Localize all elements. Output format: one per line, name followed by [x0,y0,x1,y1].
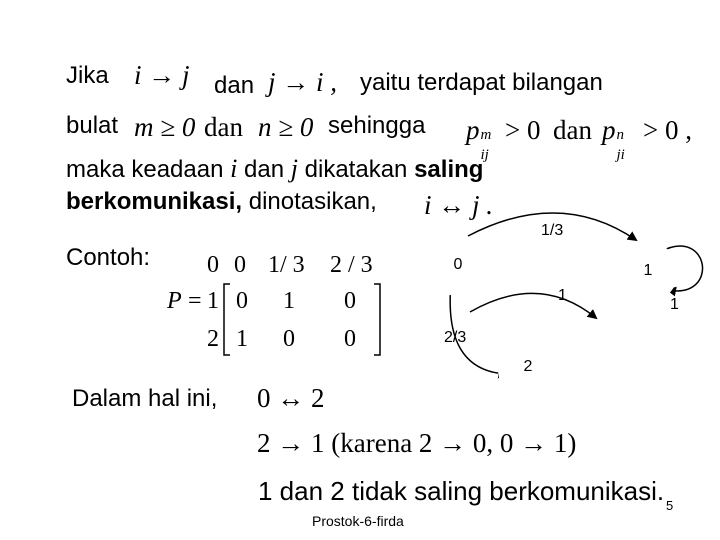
text-berkomunikasi: berkomunikasi, [66,188,243,215]
word-dan-3: dan [244,156,285,183]
col-header: 1/ 3 [268,252,305,278]
edge-label-1-loop: 1 [670,296,679,313]
row-label: 2 [207,326,219,352]
matrix-cell: 1 [236,326,248,352]
matrix-equals: = [188,288,202,314]
greater-zero-1: > 0 [505,115,541,145]
word-sehingga: sehingga [328,112,426,139]
text-dalam-hal-ini: Dalam hal ini, [72,385,218,412]
edge-label-0-1: 1/3 [541,222,564,239]
matrix-cell: 0 [344,326,356,352]
page-number: 5 [666,498,674,513]
relation-0-iff-2: 0 ↔ 2 [257,383,325,413]
edge-lower-curve [470,293,596,318]
edge-label-lower: 1 [558,287,567,304]
text-yaitu: yaitu terdapat bilangan [360,69,603,96]
relation-j-to-i: j → i , [268,67,338,97]
relation-2-to-1: 2 → 1 (karena 2 → 0, 0 → 1) [257,428,577,458]
node-label-0: 0 [453,256,463,273]
word-bulat: bulat [66,112,119,139]
label-contoh: Contoh: [66,244,151,271]
p-ji-n: p n ji [602,115,625,163]
node-label-1: 1 [643,262,653,279]
row-label: 1 [207,288,219,314]
var-j: j [290,154,298,183]
greater-zero-2: > 0 , [643,115,692,145]
footer-author: Prostok-6-firda [312,513,404,529]
text-dikatakan: dikatakan [304,156,408,183]
relation-i-to-j: i → j [134,60,190,90]
relation-i-iff-j: i ↔ j . [424,190,494,220]
edge-label-0-2: 2/3 [444,329,467,346]
matrix-cell: 0 [236,288,248,314]
text-maka-keadaan: maka keadaan [66,156,224,183]
condition-m: m ≥ 0 [134,112,196,142]
matrix-P: P [167,288,182,314]
text-dinotasikan: dinotasikan, [248,188,377,215]
col-header: 2 / 3 [330,252,373,278]
p-ij-m: p m ij [466,115,492,163]
node-label-2: 2 [523,358,533,375]
condition-n: n ≥ 0 [258,112,314,142]
text-conclusion: 1 dan 2 tidak saling berkomunikasi. [258,476,665,506]
col-header: 0 [234,252,246,278]
var-i: i [230,154,238,183]
word-dan-math-2: dan [553,115,592,145]
word-dan: dan [214,72,255,99]
matrix-cell: 0 [283,326,295,352]
word-jika: Jika [66,62,109,89]
matrix-cell: 1 [283,288,295,314]
word-dan-math: dan [204,112,243,142]
text-saling: saling [414,156,484,183]
matrix-cell: 0 [344,288,356,314]
row-label: 0 [207,252,219,278]
